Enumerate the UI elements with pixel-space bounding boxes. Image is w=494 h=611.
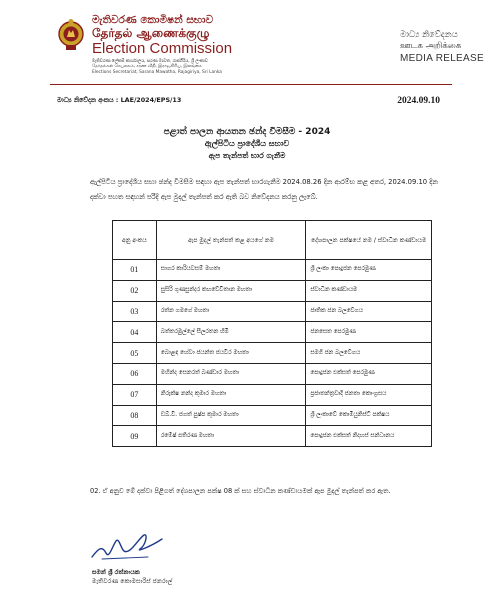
row-number: 06 — [113, 363, 157, 384]
release-label-english: MEDIA RELEASE — [400, 53, 484, 64]
party-name: පොදුජන එක්සත් නිදහස් සන්ධානය — [306, 426, 432, 447]
title-election: පළාත් පාලන ආයතන ඡන්ද විමසීම - 2024 — [163, 127, 331, 137]
signatory-title: මැතිවරණ කොමසාරිස් ජනරාල් — [92, 578, 173, 585]
org-name-sinhala: මැතිවරණ කොමිෂන් සභාව — [92, 14, 214, 26]
party-name: ශ්‍රී ලංකාවේ කොමියුනිස්ට් පක්ෂය — [306, 405, 432, 426]
row-number: 09 — [113, 426, 157, 447]
row-number: 05 — [113, 343, 157, 364]
table-row — [113, 363, 432, 384]
party-name: ජනසෙත පෙරමුණ — [306, 322, 432, 343]
depositor-name: මහින්ද සෙනරත් බණ්ඩාර මහතා — [156, 363, 306, 384]
row-number: 08 — [113, 405, 157, 426]
header-divider — [50, 84, 452, 85]
media-release-label — [400, 30, 484, 65]
org-name-english: Election Commission — [92, 40, 233, 57]
depositor-name: නිරුක්ෂ නන්ද කුමාර මහතා — [156, 384, 306, 405]
signatory-name: සමන් ශ්‍රී රත්නායක — [92, 569, 140, 576]
party-name: ප්‍රජාතන්ත්‍රවාදී ජනතා කොංග්‍රසය — [306, 384, 432, 405]
table-row — [113, 280, 432, 301]
row-number: 01 — [113, 260, 157, 281]
address-line-english: Elections Secretariat, Sarana Mawatha, Rajagiriya, Sri Lanka — [92, 69, 222, 75]
table-header-row — [113, 221, 432, 260]
table-row — [113, 301, 432, 322]
address-line-sinhala: මැතිවරණ ලේකම් කාර්යාලය, සරණ මාවත, රාජගිරිය, ශ්‍රී ලංකාව — [92, 59, 208, 64]
depositor-name: ඩබ්.වී. ජගත් පුෂ්ප කුමාර මහතා — [156, 405, 306, 426]
party-name: පොදුජන එක්සත් පෙරමුණ — [306, 363, 432, 384]
deposit-table — [112, 220, 432, 447]
header-serial: අනු අංකය — [113, 221, 157, 260]
header-party-name: දේශපාලන පක්ෂයේ නම / ස්වාධීන කණ්ඩායම — [306, 221, 432, 260]
row-number: 02 — [113, 280, 157, 301]
row-number: 07 — [113, 384, 157, 405]
depositor-name: සාගර කාරියවසම් මහතා — [156, 260, 306, 281]
title-deposits: ඇප තැන්පත් භාර ගැනීම — [208, 151, 286, 160]
handwritten-signature — [88, 527, 168, 563]
party-name: ජාතික ජන බලවේගය — [306, 301, 432, 322]
sri-lanka-emblem-icon — [57, 18, 85, 52]
intro-paragraph: ඇල්පිටිය ප්‍රාදේශීය සභා ඡන්ද විමසීම සඳහා ඇප තැන්පත් භාරගැනීම 2024.08.26 දින ආරම්භ කළ අතර, 2024.09.10 දින දක්වා පහත සඳහන් පරිදි ඇප මුදල් තැන්පත් කර ඇති බව නිවේදනය කරනු ලැබේ. — [90, 178, 438, 201]
document-titles — [0, 126, 494, 162]
depositor-name: රත්න ගමගේ මහතා — [156, 301, 306, 322]
organisation-block — [92, 14, 292, 75]
party-name: ශ්‍රී ලංකා පොදුජන පෙරමුණ — [306, 260, 432, 281]
table-row — [113, 405, 432, 426]
release-label-tamil: ஊடக அறிக்கை — [400, 41, 462, 51]
release-label-sinhala: මාධ්‍ය නිවේදනය — [400, 30, 458, 40]
party-name: ස්වාධීන කණ්ඩායම — [306, 280, 432, 301]
summary-note: 02. ඒ අනුව මේ දක්වා පිළිගත් දේශපාලන පක්ෂ 08 ක් සහ ස්වාධීන කණ්ඩායමක් ඇප මුදල් තැන්පත් කර ඇත. — [90, 487, 391, 495]
release-date: 2024.09.10 — [397, 96, 440, 106]
row-number: 03 — [113, 301, 157, 322]
depositor-name: රමේෂ් පතිරණ මහතා — [156, 426, 306, 447]
row-number: 04 — [113, 322, 157, 343]
table-row — [113, 426, 432, 447]
address-line-tamil: தேர்தல்கள் செயலகம், சரண வீதி, இராஜகிரிய, இலங்கை — [92, 64, 202, 70]
table-row — [113, 343, 432, 364]
release-number: මාධ්‍ය නිවේදන අංකය : LAE/2024/EPS/13 — [57, 96, 182, 104]
depositor-name: බොළඳ හේවා ජයන්ත ජයවීර මහතා — [156, 343, 306, 364]
table-row — [113, 260, 432, 281]
title-council: ඇල්පිටිය ප්‍රාදේශීය සභාව — [204, 139, 290, 148]
table-row — [113, 384, 432, 405]
depositor-name: සුසිරි ගුණසුන්දර කහවේවිතාන මහතා — [156, 280, 306, 301]
header-depositor-name: ඇප මුදල් තැන්පත් කළ අයගේ නම — [156, 221, 306, 260]
org-name-tamil: தேர்தல் ஆணைக்குழு — [92, 26, 210, 40]
org-address — [92, 59, 292, 75]
depositor-name: බත්තරමුල්ලේ සීලරතන හිමි — [156, 322, 306, 343]
party-name: සමගි ජන බලවේගය — [306, 343, 432, 364]
table-row — [113, 322, 432, 343]
